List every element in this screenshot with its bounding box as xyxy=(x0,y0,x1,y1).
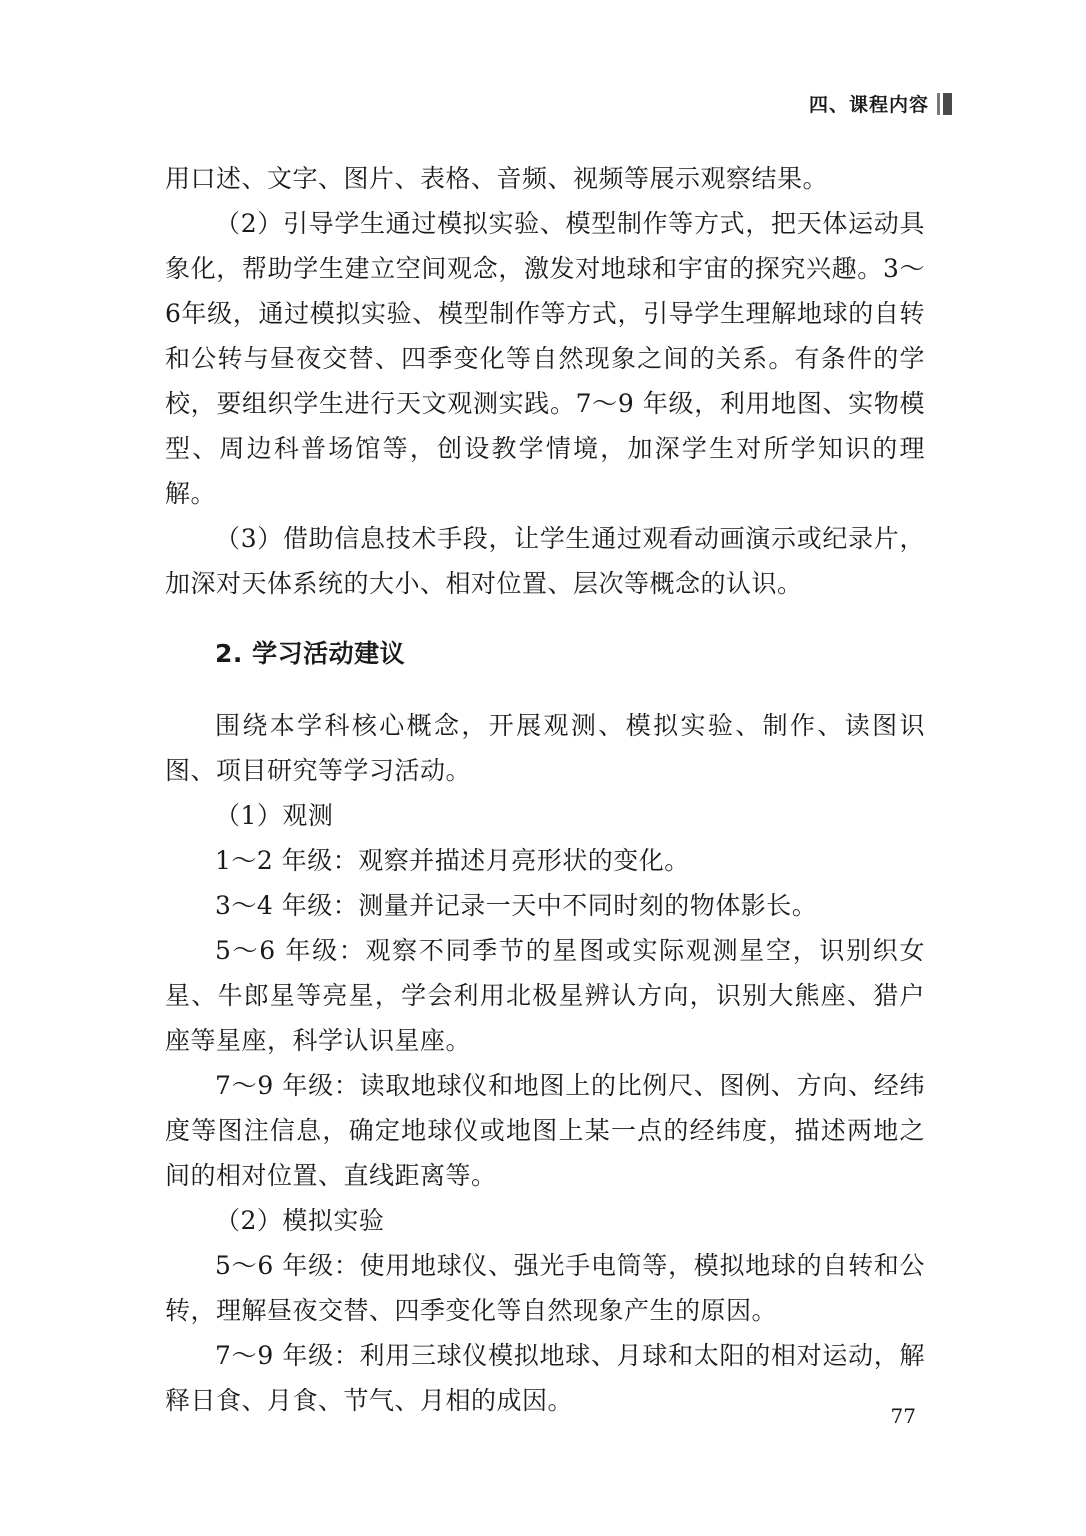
page-number: 77 xyxy=(890,1404,916,1428)
chapter-title: 四、课程内容 xyxy=(808,94,929,116)
paragraph: 5～6 年级：观察不同季节的星图或实际观测星空，识别织女星、牛郎星等亮星，学会利用北极星辨认方向，识别大熊座、猎户座等星座，科学认识星座。 xyxy=(165,936,925,1055)
paragraph: （1）观测 xyxy=(215,801,334,830)
paragraphs-bottom xyxy=(165,703,925,1423)
header-bars-decoration xyxy=(937,93,952,115)
running-header xyxy=(809,90,952,117)
paragraph: 7～9 年级：读取地球仪和地图上的比例尺、图例、方向、经纬度等图注信息，确定地球仪或地图上某一点的经纬度，描述两地之间的相对位置、直线距离等。 xyxy=(165,1071,925,1190)
paragraph: 用口述、文字、图片、表格、音频、视频等展示观察结果。 xyxy=(165,164,829,193)
paragraph: 3～4 年级：测量并记录一天中不同时刻的物体影长。 xyxy=(215,891,818,920)
paragraph: （2）模拟实验 xyxy=(215,1206,385,1235)
paragraph: 围绕本学科核心概念，开展观测、模拟实验、制作、读图识图、项目研究等学习活动。 xyxy=(165,711,925,785)
page-body xyxy=(165,156,925,1423)
paragraph: （2）引导学生通过模拟实验、模型制作等方式，把天体运动具象化，帮助学生建立空间观念，激发对地球和宇宙的探究兴趣。3～6年级，通过模拟实验、模型制作等方式，引导学生理解地球的自转和公转与昼夜交替、四季变化等自然现象之间的关系。有条件的学校，要组织学生进行天文观测实践。7～9 年级，利用地图、实物模型、周边科普场馆等，创设教学情境，加深学生对所学知识的理解。 xyxy=(165,209,925,508)
paragraph: （3）借助信息技术手段，让学生通过观看动画演示或纪录片，加深对天体系统的大小、相对位置、层次等概念的认识。 xyxy=(165,524,925,598)
paragraphs-top xyxy=(165,156,925,606)
section-heading: 2. 学习活动建议 xyxy=(215,639,406,668)
header-bar-thick xyxy=(943,93,952,115)
paragraph: 5～6 年级：使用地球仪、强光手电筒等，模拟地球的自转和公转，理解昼夜交替、四季变化等自然现象产生的原因。 xyxy=(165,1251,925,1325)
paragraph: 1～2 年级：观察并描述月亮形状的变化。 xyxy=(215,846,690,875)
header-bar-thin xyxy=(937,93,940,115)
paragraph: 7～9 年级：利用三球仪模拟地球、月球和太阳的相对运动，解释日食、月食、节气、月相的成因。 xyxy=(165,1341,925,1415)
